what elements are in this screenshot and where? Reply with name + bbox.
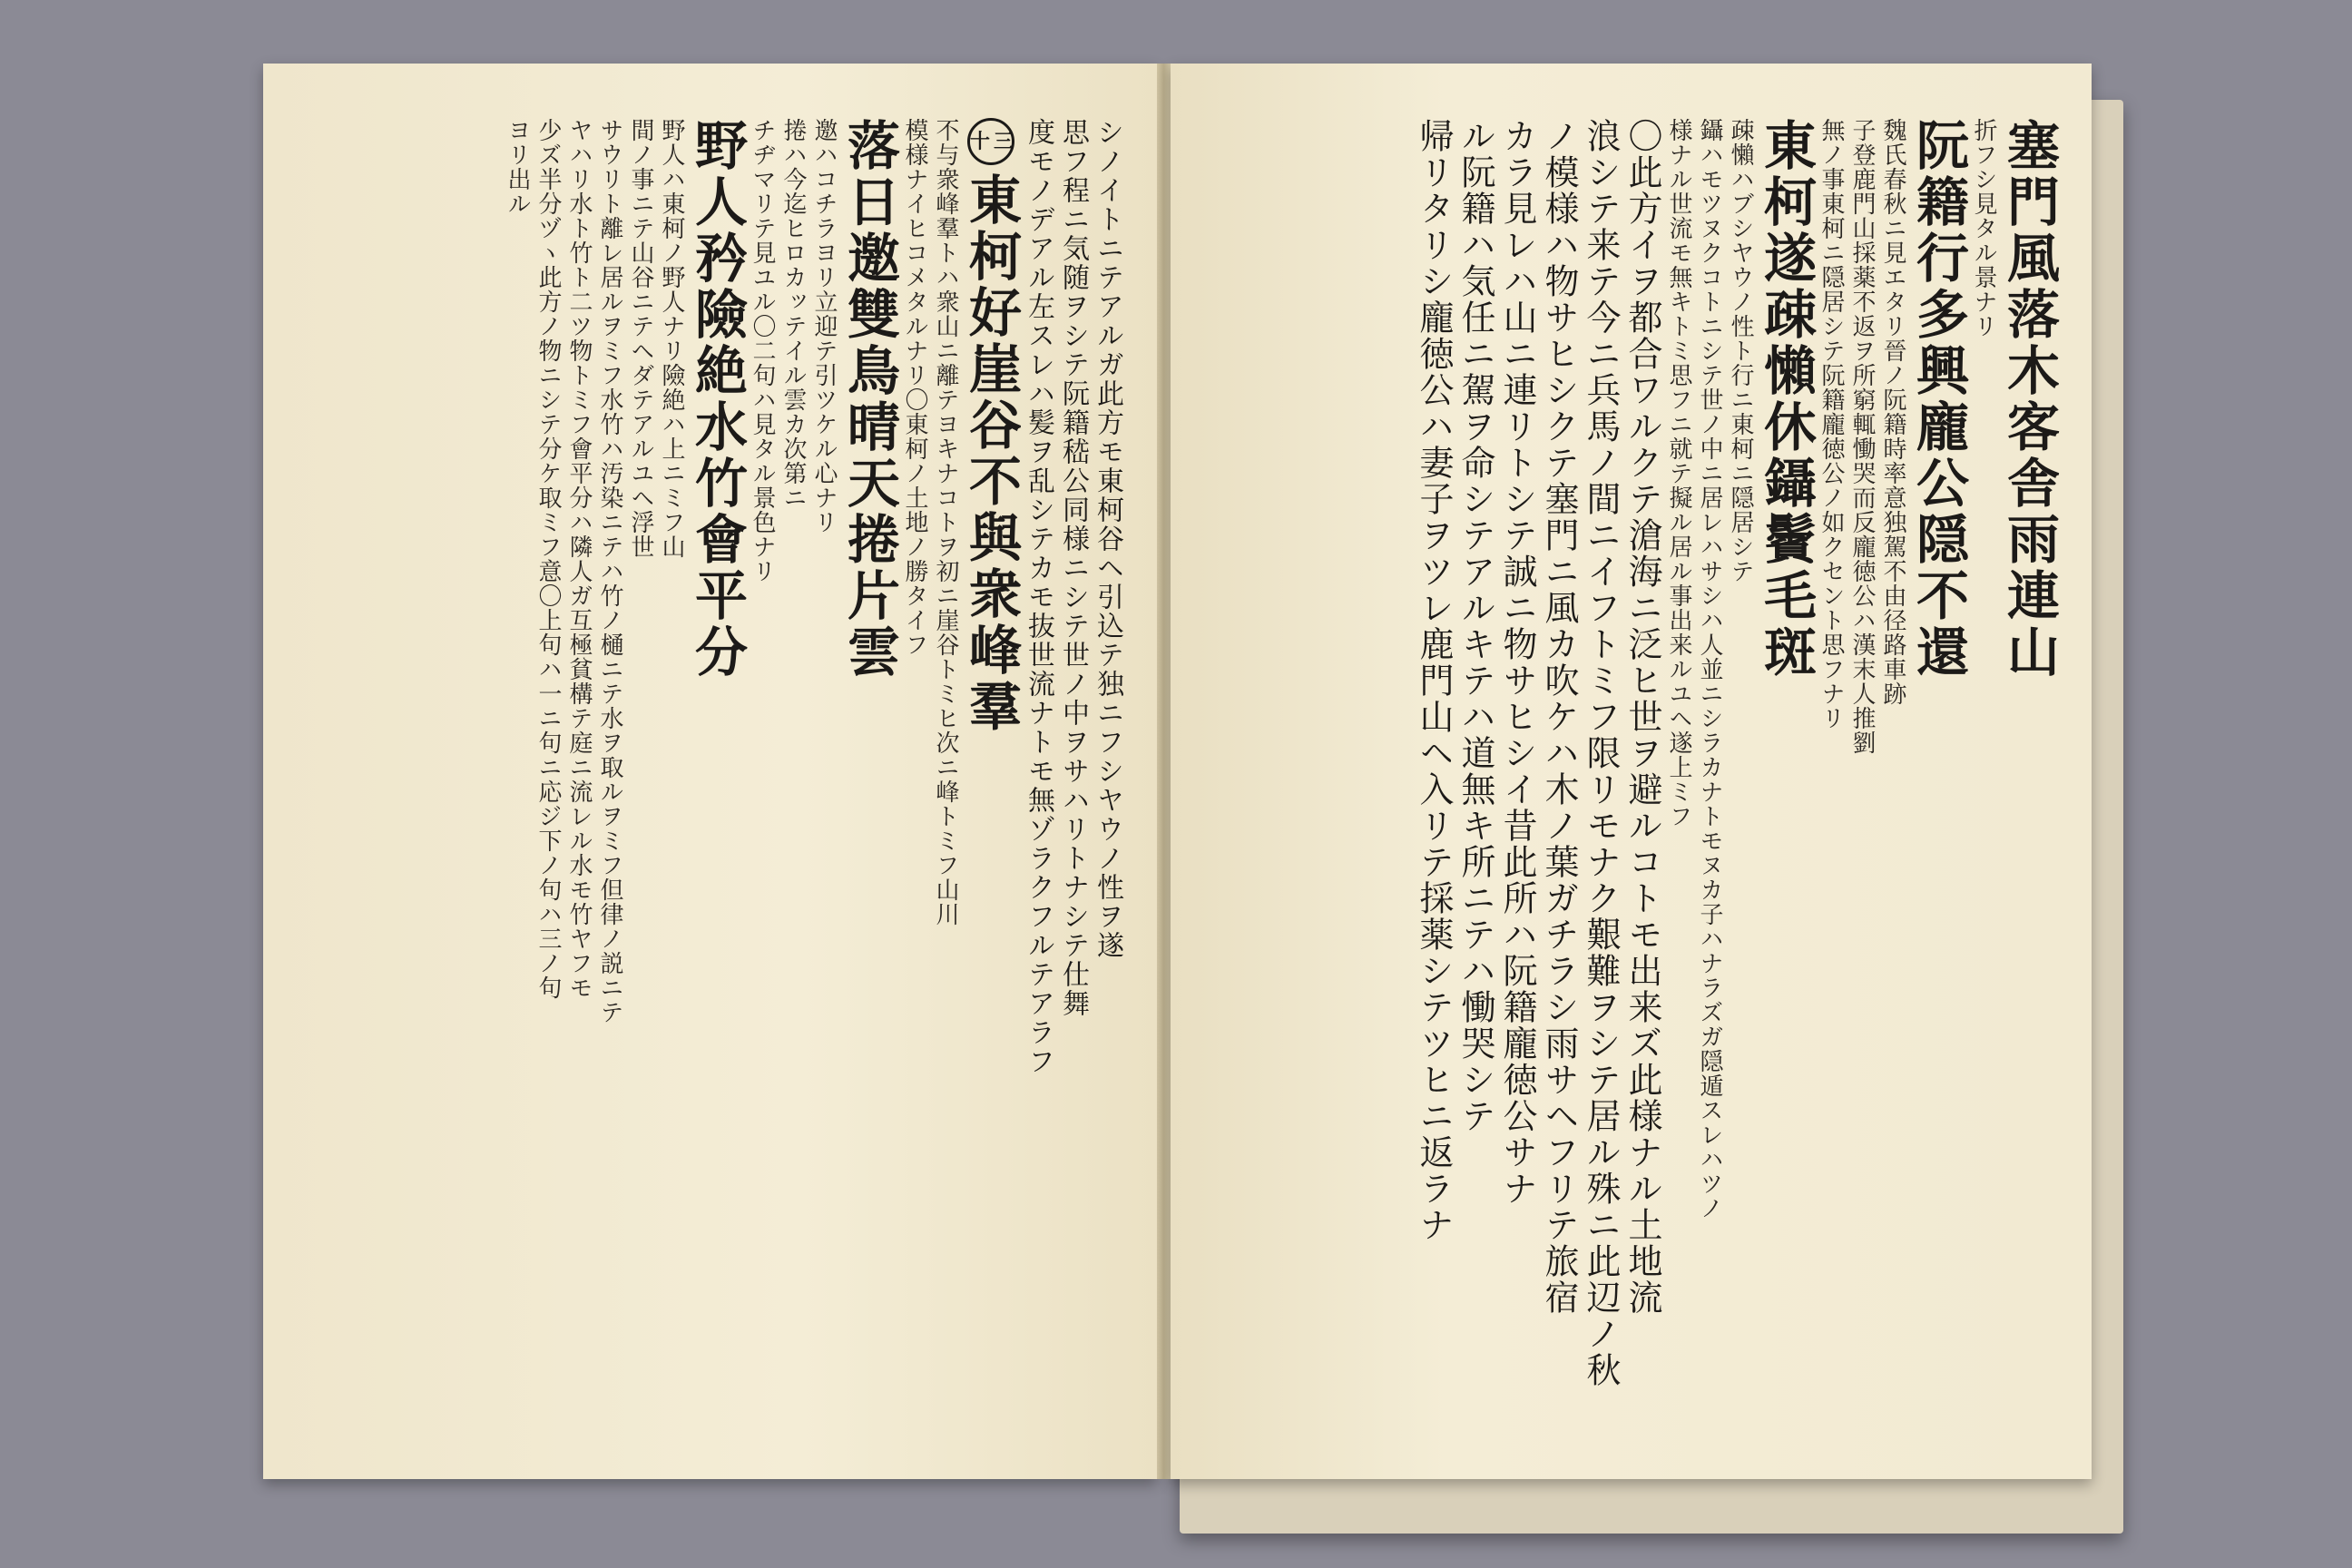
text-column: シノイトニテアルガ此方モ東柯谷ヘ引込テ独ニフシヤウノ性ヲ遂 bbox=[1092, 118, 1123, 960]
commentary-column: 野人ハ東柯ノ野人ナリ險絶ハ上ニミフ山 bbox=[658, 118, 685, 559]
commentary-column: 様ナル世流モ無キトミ思フニ就テ擬ル居ル事出来ルユヘ遂上ミフ bbox=[1665, 118, 1692, 828]
commentary-column: 捲ハ今迄ヒロカッテイル雲カ次第ニ bbox=[779, 118, 807, 510]
prose-column: 帰リタリシ龐徳公ハ妻子ヲツレ鹿門山ヘ入リテ採薬シテツヒニ返ラナ bbox=[1414, 118, 1454, 1243]
commentary-column: 邀ハコチラヨリ立迎テ引ツケル心ナリ bbox=[810, 118, 838, 534]
prose-column: ノ模様ハ物サヒシクテ塞門ニ風カ吹ケハ木ノ葉ガチラシ雨サヘフリテ旅宿 bbox=[1539, 118, 1579, 1316]
commentary-column: 不与衆峰羣トハ衆山ニ離テヨキナコトヲ初ニ崖谷トミヒ次ニ峰トミフ山川 bbox=[932, 118, 959, 926]
section-number-marker: 十三 bbox=[967, 118, 1014, 165]
prose-column: カラ見レハ山ニ連リトシテ誠ニ物サヒシイ昔此所ハ阮籍龐徳公サナ bbox=[1497, 118, 1537, 1207]
poem-line: 塞門風落木客舎雨連山 bbox=[1998, 118, 2060, 681]
right-page-text bbox=[1207, 118, 2060, 1434]
poem-line: 阮籍行多興龐公隠不還 bbox=[1907, 118, 1969, 681]
commentary-column: 少ズ半分ヅヽ此方ノ物ニシテ分ケ取ミフ意〇上句ハ一ニ句ニ応ジ下ノ句ハ三ノ句 bbox=[534, 118, 562, 1000]
commentary-column: サウリト離レ居ルヲミフ水竹ハ汚染ニテハ竹ノ樋ニテ水ヲ取ルヲミフ但律ノ説ニテ bbox=[596, 118, 623, 1024]
poem-line-with-marker bbox=[960, 118, 1022, 1434]
poem-line: 東柯遂疎懶休鑷鬢毛斑 bbox=[1755, 118, 1817, 681]
commentary-column: 鑷ハモツヌクコトニシテ世ノ中ニ居レハサシハ人並ニシラカナトモヌカ子ハナラズガ隠遁スレハツノ bbox=[1696, 118, 1723, 1220]
commentary-column: ヨリ出ル bbox=[504, 118, 531, 216]
poem-line: 落日邀雙鳥晴天捲片雲 bbox=[838, 118, 900, 681]
text-column: 思フ程ニ気随ヲシテ阮籍嵇公同様ニシテ世ノ中ヲサハリトナシテ仕舞 bbox=[1057, 118, 1089, 1018]
commentary-column: 模様ナイヒコメタルナリ〇東柯ノ土地ノ勝タイフ bbox=[901, 118, 928, 657]
commentary-column: 疎懶ハブシヤウノ性ト行ニ東柯ニ隠居シテ bbox=[1727, 118, 1754, 583]
commentary-column: チヂマリテ見ユル〇二句ハ見タル景色ナリ bbox=[749, 118, 776, 583]
commentary-column: 折フシ見タル景ナリ bbox=[1970, 118, 1997, 338]
prose-column: 浪シテ来テ今ニ兵馬ノ間ニイフトミフ限リモナク艱難ヲシテ居ル殊ニ此辺ノ秋 bbox=[1581, 118, 1621, 1388]
poem-line: 東柯好崖谷不與衆峰羣 bbox=[960, 172, 1022, 735]
left-page-text bbox=[290, 118, 1121, 1434]
poem-line: 野人矜險絶水竹會平分 bbox=[686, 118, 748, 681]
commentary-column: 間ノ事ニテ山谷ニテヘダテアルユヘ浮世 bbox=[627, 118, 654, 559]
commentary-column: ヤハリ水ト竹ト二ツ物トミフ會平分ハ隣人ガ互極貧構テ庭ニ流レル水モ竹ヤフモ bbox=[565, 118, 593, 1000]
commentary-column: 無ノ事東柯ニ隠居シテ阮籍龐徳公ノ如クセント思フナリ bbox=[1818, 118, 1845, 730]
text-column: 度モノデアル左スレハ髪ヲ乱シテカモ抜世流ナトモ無ゾラクフルテアラフ bbox=[1023, 118, 1054, 1076]
left-page bbox=[263, 64, 1157, 1479]
commentary-column: 魏氏春秋ニ見エタリ晉ノ阮籍時率意独駕不由径路車跡 bbox=[1879, 118, 1906, 706]
prose-column: ル阮籍ハ気任ニ駕ヲ命シテアルキテハ道無キ所ニテハ慟哭シテ bbox=[1455, 118, 1495, 1134]
commentary-column: 子登鹿門山採薬不返ヲ所窮輒慟哭而反龐徳公ハ漢末人推劉 bbox=[1848, 118, 1876, 755]
prose-column: 〇此方イヲ都合ワルクテ滄海ニ泛ヒ世ヲ避ルコトモ出来ズ此様ナル土地流 bbox=[1622, 118, 1662, 1316]
open-book bbox=[254, 64, 2123, 1515]
book-gutter bbox=[1157, 64, 1171, 1479]
right-page bbox=[1171, 64, 2092, 1479]
